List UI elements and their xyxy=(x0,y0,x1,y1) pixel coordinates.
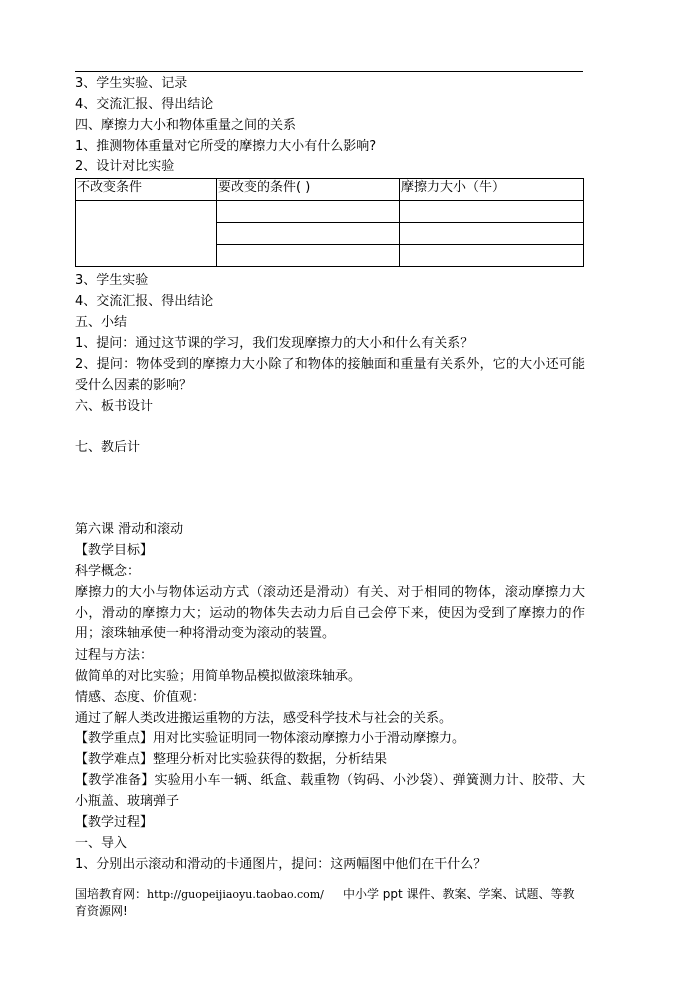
step-2-design: 2、设计对比实验 xyxy=(75,159,175,174)
header-unchanged-condition: 不改变条件 xyxy=(76,179,217,201)
step-4-report: 4、交流汇报、得出结论 xyxy=(75,97,214,112)
section-7-heading: 七、教后计 xyxy=(75,440,141,455)
key-point-text: 用对比实验证明同一物体滚动摩擦力小于滑动摩擦力。 xyxy=(153,731,466,746)
teaching-goal-heading: 【教学目标】 xyxy=(75,543,154,558)
table-cell xyxy=(400,201,584,223)
preparation-label: 【教学准备】 xyxy=(75,773,155,788)
step-4-conclusion: 4、交流汇报、得出结论 xyxy=(75,294,214,309)
footer-site: 国培教育网： xyxy=(75,887,148,901)
table-header-row xyxy=(76,179,584,201)
comparison-table xyxy=(75,178,584,267)
table-cell xyxy=(217,201,400,223)
key-point-label: 【教学重点】 xyxy=(75,731,154,746)
step-1-hypothesis: 1、推测物体重量对它所受的摩擦力大小有什么影响? xyxy=(75,139,377,154)
difficulty-text: 整理分析对比实验获得的数据，分析结果 xyxy=(153,752,388,767)
section-4-heading: 四、摩擦力大小和物体重量之间的关系 xyxy=(75,118,297,133)
difficulty-label: 【教学难点】 xyxy=(75,752,154,767)
step-3-record: 3、学生实验、记录 xyxy=(75,76,188,91)
process-method-label: 过程与方法： xyxy=(75,648,154,663)
table-cell-unchanged xyxy=(76,201,217,267)
attitude-text: 通过了解人类改进搬运重物的方法，感受科学技术与社会的关系。 xyxy=(75,711,453,726)
science-concept-text: 摩擦力的大小与物体运动方式（滚动还是滑动）有关、对于相同的物体，滚动摩擦力大小，滑动的摩擦力大；运动的物体失去动力后自己会停下来，使因为受到了摩擦力的作用；滚珠轴承使一种将滑动变为滚动的装置。 xyxy=(75,585,585,641)
process-method-text: 做简单的对比实验；用简单物品模拟做滚珠轴承。 xyxy=(75,669,362,684)
science-concept-label: 科学概念： xyxy=(75,564,141,579)
footer-description: 中小学 ppt 课件、教案、学案、试题、等教育资源网! xyxy=(75,887,575,918)
intro-heading: 一、导入 xyxy=(75,836,128,851)
intro-question-1: 1、分别出示滚动和滑动的卡通图片，提问：这两幅图中他们在干什么？ xyxy=(75,857,487,872)
preparation-text: 实验用小车一辆、纸盒、载重物（钩码、小沙袋）、弹簧测力计、胶带、大小瓶盖、玻璃弹子 xyxy=(75,773,585,809)
table-cell xyxy=(217,245,400,267)
summary-question-1: 1、提问：通过这节课的学习，我们发现摩擦力的大小和什么有关系？ xyxy=(75,336,474,351)
key-point xyxy=(75,730,465,750)
step-3-experiment: 3、学生实验 xyxy=(75,273,149,288)
lesson-title: 第六课 滑动和滚动 xyxy=(75,522,184,537)
header-changed-condition: 要改变的条件( ) xyxy=(217,179,400,201)
footer-url[interactable]: http://guopeijiaoyu.taobao.com/ xyxy=(147,888,324,901)
page-footer xyxy=(75,886,585,919)
section-6-heading: 六、板书设计 xyxy=(75,399,154,414)
header-rule xyxy=(75,71,583,72)
table-cell xyxy=(400,245,584,267)
table-row xyxy=(76,201,584,223)
preparation xyxy=(75,771,585,812)
header-friction-size: 摩擦力大小（牛） xyxy=(400,179,584,201)
teaching-process-heading: 【教学过程】 xyxy=(75,815,154,830)
summary-question-2: 2、提问：物体受到的摩擦力大小除了和物体的接触面和重量有关系外，它的大小还可能受什么因素的影响？ xyxy=(75,357,585,393)
table-cell xyxy=(400,223,584,245)
table-cell xyxy=(217,223,400,245)
attitude-label: 情感、态度、价值观： xyxy=(75,690,206,705)
difficulty xyxy=(75,751,387,771)
section-5-heading: 五、小结 xyxy=(75,315,128,330)
